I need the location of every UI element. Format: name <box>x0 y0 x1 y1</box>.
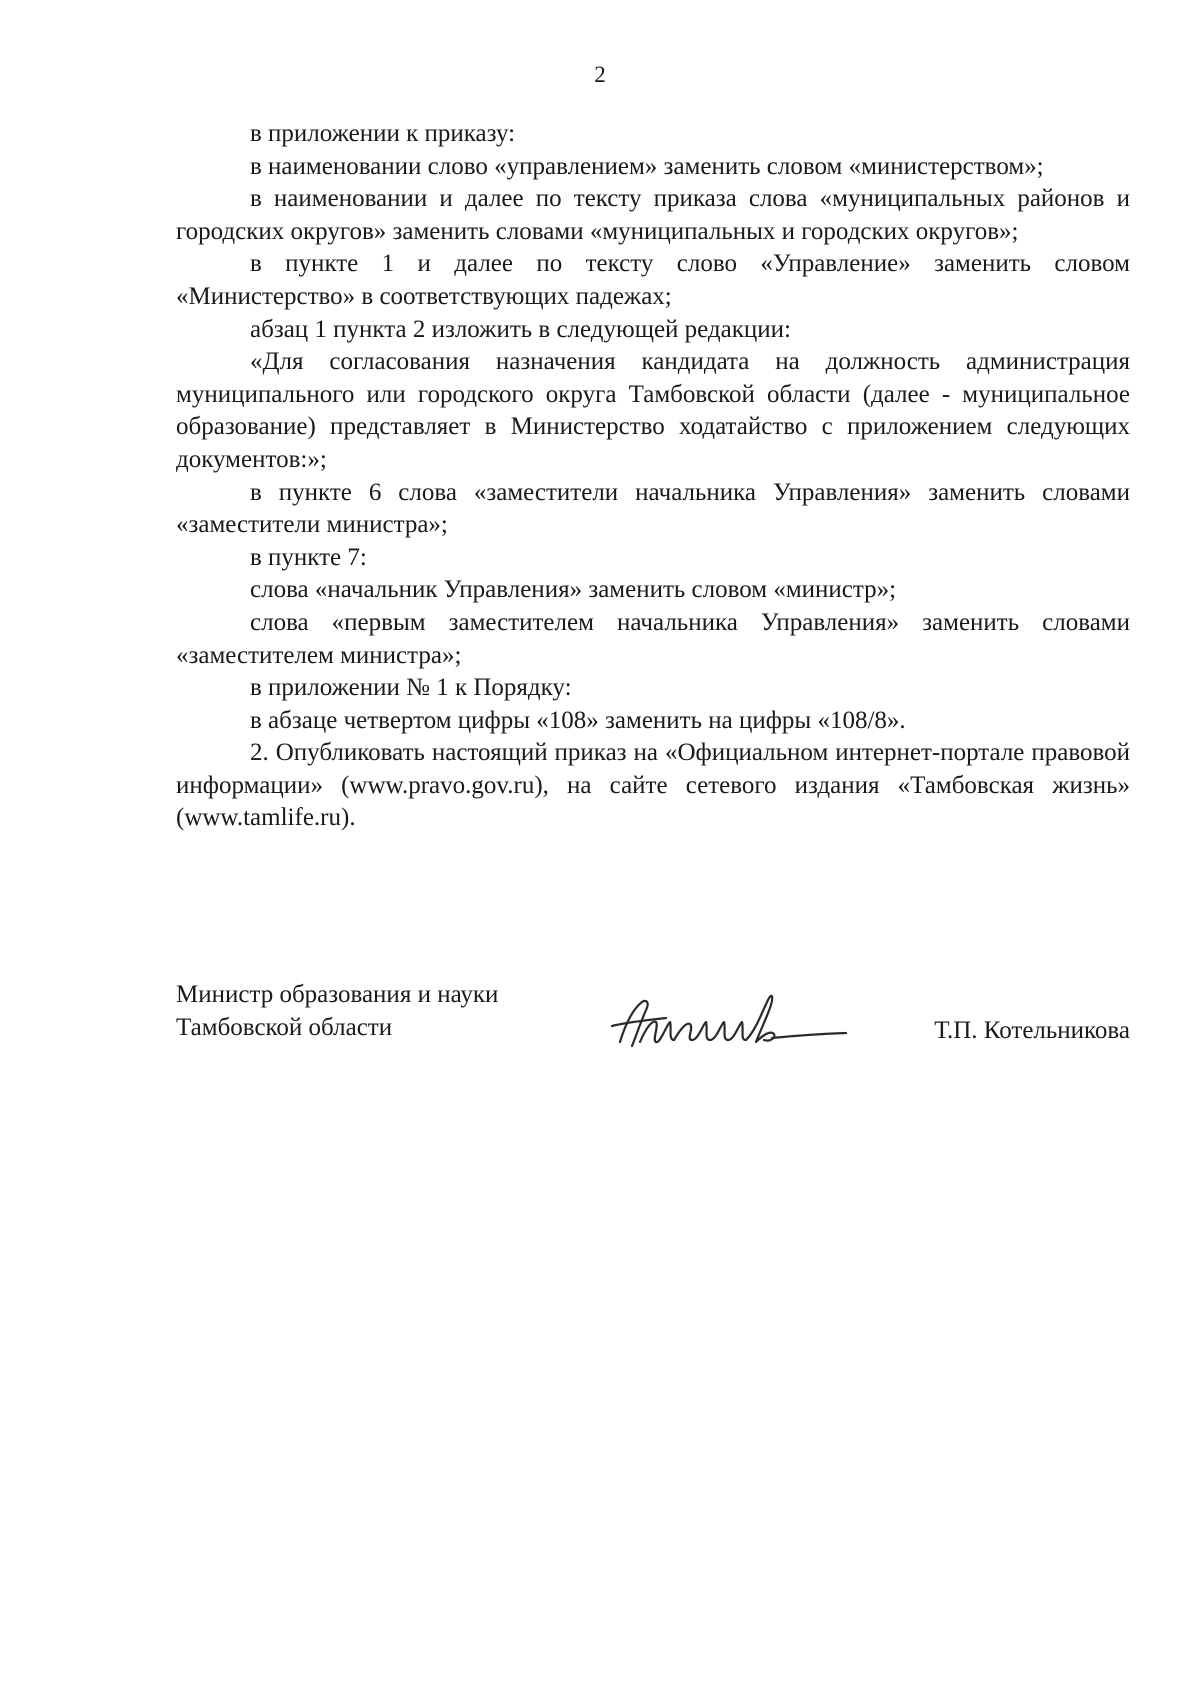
paragraph: 2. Опубликовать настоящий приказ на «Официальном интернет-портале правовой информации» (www.pravo.gov.ru), на сайте сетевого издания «Тамбовская жизнь» (www.tamlife.ru). <box>176 739 1130 832</box>
paragraph: в пункте 6 слова «заместители начальника Управления» заменить словами «заместители министра»; <box>176 478 1130 539</box>
paragraph: «Для согласования назначения кандидата на должность администрация муниципального или городского округа Тамбовской области (далее - муниципальное образование) представляет в Министерство ходатайство с приложением следующих документов:»; <box>176 348 1130 473</box>
handwritten-signature <box>606 978 856 1070</box>
paragraph: слова «первым заместителем начальника Управления» заменить словами «заместителем министра»; <box>176 608 1130 669</box>
signatory-title <box>176 978 498 1044</box>
signature-block <box>176 978 1130 1088</box>
signature-graphic <box>606 978 856 1070</box>
paragraph: в абзаце четвертом цифры «108» заменить на цифры «108/8». <box>250 706 906 734</box>
signatory-title-line: Тамбовской области <box>176 1014 393 1041</box>
paragraph: в пункте 1 и далее по тексту слово «Управление» заменить словом «Министерство» в соответствующих падежах; <box>176 250 1130 310</box>
signatory-name: Т.П. Котельникова <box>934 1017 1130 1044</box>
signatory-title-line: Министр образования и науки <box>176 981 499 1008</box>
paragraph: в наименовании и далее по тексту приказа слова «муниципальных районов и городских округов» заменить словами «муниципальных и городских округов»; <box>176 185 1130 245</box>
paragraph: в наименовании слово «управлением» заменить словом «министерством»; <box>250 152 1044 180</box>
paragraph: абзац 1 пункта 2 изложить в следующей редакции: <box>250 315 791 343</box>
paragraph: в приложении № 1 к Порядку: <box>250 674 572 702</box>
document-body <box>176 118 1130 835</box>
paragraph: в приложении к приказу: <box>250 120 516 147</box>
paragraph: слова «начальник Управления» заменить словом «министр»; <box>250 576 897 604</box>
page-number: 2 <box>594 62 606 87</box>
paragraph: в пункте 7: <box>250 543 367 571</box>
